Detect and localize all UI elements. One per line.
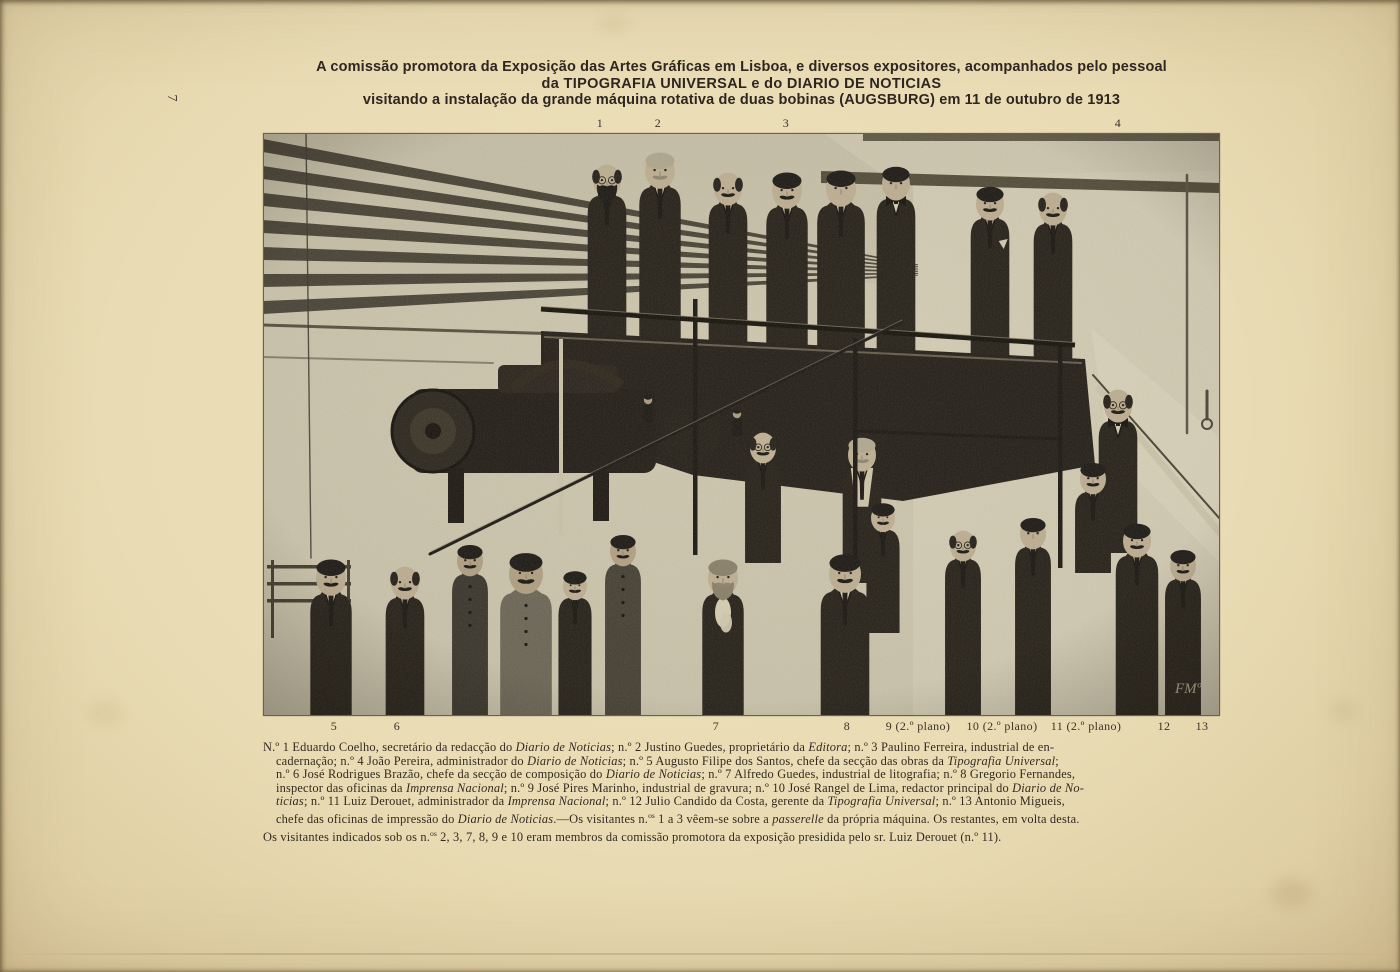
caption-text: ; n.º 5 Augusto Filipe dos Santos, chefe da secção das obras da	[622, 753, 948, 768]
paper-stain	[1330, 700, 1356, 722]
caption-text: ; n.º 7 Alfredo Guedes, industrial de litografia; n.º 8 Gregorio Fernandes,	[701, 767, 1076, 782]
paper-stain	[598, 16, 630, 32]
caption-text: passerelle	[772, 812, 824, 827]
figure-number-label: 13	[1195, 719, 1209, 733]
photo-caption	[263, 741, 1247, 844]
caption-text: Os visitantes indicados sob os n.	[263, 829, 431, 844]
caption-text: Tipografia Universal	[947, 753, 1056, 768]
figure-number-label: 9 (2.º plano)	[885, 719, 951, 733]
caption-line	[263, 755, 1247, 769]
figure-number-label: 1	[596, 116, 604, 130]
figure-number-label: 10 (2.º plano)	[966, 719, 1038, 733]
figure-number-label: 11 (2.º plano)	[1050, 719, 1122, 733]
photograph-canvas	[263, 133, 1220, 716]
caption-text: 2, 3, 7, 8, 9 e 10 eram membros da comissão promotora da exposição presidida pelo sr. Luiz Derouet (n.º 11).	[436, 829, 1002, 844]
figure-number-label: 2	[654, 116, 662, 130]
caption-text: inspector das oficinas da	[276, 780, 406, 795]
header-line-3: visitando a instalação da grande máquina rotativa de duas bobinas (AUGSBURG) em 11 de outubro de 1913	[362, 92, 1121, 108]
group-photograph	[263, 133, 1220, 716]
caption-text: os	[430, 828, 437, 838]
caption-text: Diario de No-	[1012, 780, 1085, 795]
figure-number-label: 7	[712, 719, 720, 733]
caption-text: n.º 6 José Rodrigues Brazão, chefe da secção de composição do	[276, 767, 606, 782]
page-number: 7	[164, 94, 179, 102]
caption-text: chefe das oficinas de impressão do	[276, 812, 458, 827]
caption-text: Diario de Noticias	[457, 812, 554, 827]
caption-text: ticias	[276, 794, 304, 809]
caption-text: ;	[1055, 753, 1059, 768]
caption-text: Diario de Noticias	[515, 740, 612, 754]
figure-number-label: 8	[843, 719, 851, 733]
caption-text: Editora	[808, 740, 848, 754]
figure-number-label: 6	[393, 719, 401, 733]
caption-text: 1 a 3 vêem-se sobre a	[654, 812, 773, 827]
page-crease-line	[0, 953, 1400, 955]
caption-line	[263, 827, 1247, 845]
caption-text: .—Os visitantes n.	[553, 812, 649, 827]
caption-line	[263, 768, 1247, 782]
figure-number-label: 12	[1157, 719, 1171, 733]
caption-text: Imprensa Nacional	[507, 794, 606, 809]
figure-number-label: 4	[1114, 116, 1122, 130]
caption-text: N.º 1 Eduardo Coelho, secretário da redacção do	[263, 740, 516, 754]
caption-text: Imprensa Nacional	[405, 780, 504, 795]
caption-text: ; n.º 2 Justino Guedes, proprietário da	[611, 740, 809, 754]
caption-text: Diario de Noticias	[527, 753, 623, 768]
caption-line	[263, 782, 1247, 796]
paper-stain	[88, 700, 122, 726]
caption-line	[263, 795, 1247, 809]
caption-text: cadernação; n.º 4 João Pereira, administrador do	[276, 753, 528, 768]
header-line-2: da TIPOGRAFIA UNIVERSAL e do DIARIO DE NOTICIAS	[541, 75, 942, 92]
caption-text: Diario de Noticias	[605, 767, 702, 782]
caption-line	[263, 809, 1247, 827]
figure-number-label: 5	[330, 719, 338, 733]
caption-text: ; n.º 12 Julio Candido da Costa, gerente da	[605, 794, 828, 809]
paper-stain	[1270, 878, 1312, 908]
caption-text: os	[648, 810, 655, 820]
caption-text: ; n.º 9 José Pires Marinho, industrial de gravura; n.º 10 José Rangel de Lima, redactor principal do	[503, 780, 1013, 795]
figure-number-label: 3	[782, 116, 790, 130]
photo-vignette	[263, 133, 1220, 716]
caption-text: Tipografia Universal	[827, 794, 936, 809]
caption-text: ; n.º 13 Antonio Migueis,	[935, 794, 1065, 809]
caption-line	[263, 741, 1247, 755]
caption-text: ; n.º 3 Paulino Ferreira, industrial de en-	[847, 740, 1055, 754]
caption-text: da própria máquina. Os restantes, em volta desta.	[823, 812, 1080, 827]
caption-header	[263, 59, 1220, 109]
header-line-1: A comissão promotora da Exposição das Artes Gráficas em Lisboa, e diversos expositores, acompanhados pelo pessoal	[316, 59, 1167, 75]
caption-text: ; n.º 11 Luiz Derouet, administrador da	[303, 794, 508, 809]
